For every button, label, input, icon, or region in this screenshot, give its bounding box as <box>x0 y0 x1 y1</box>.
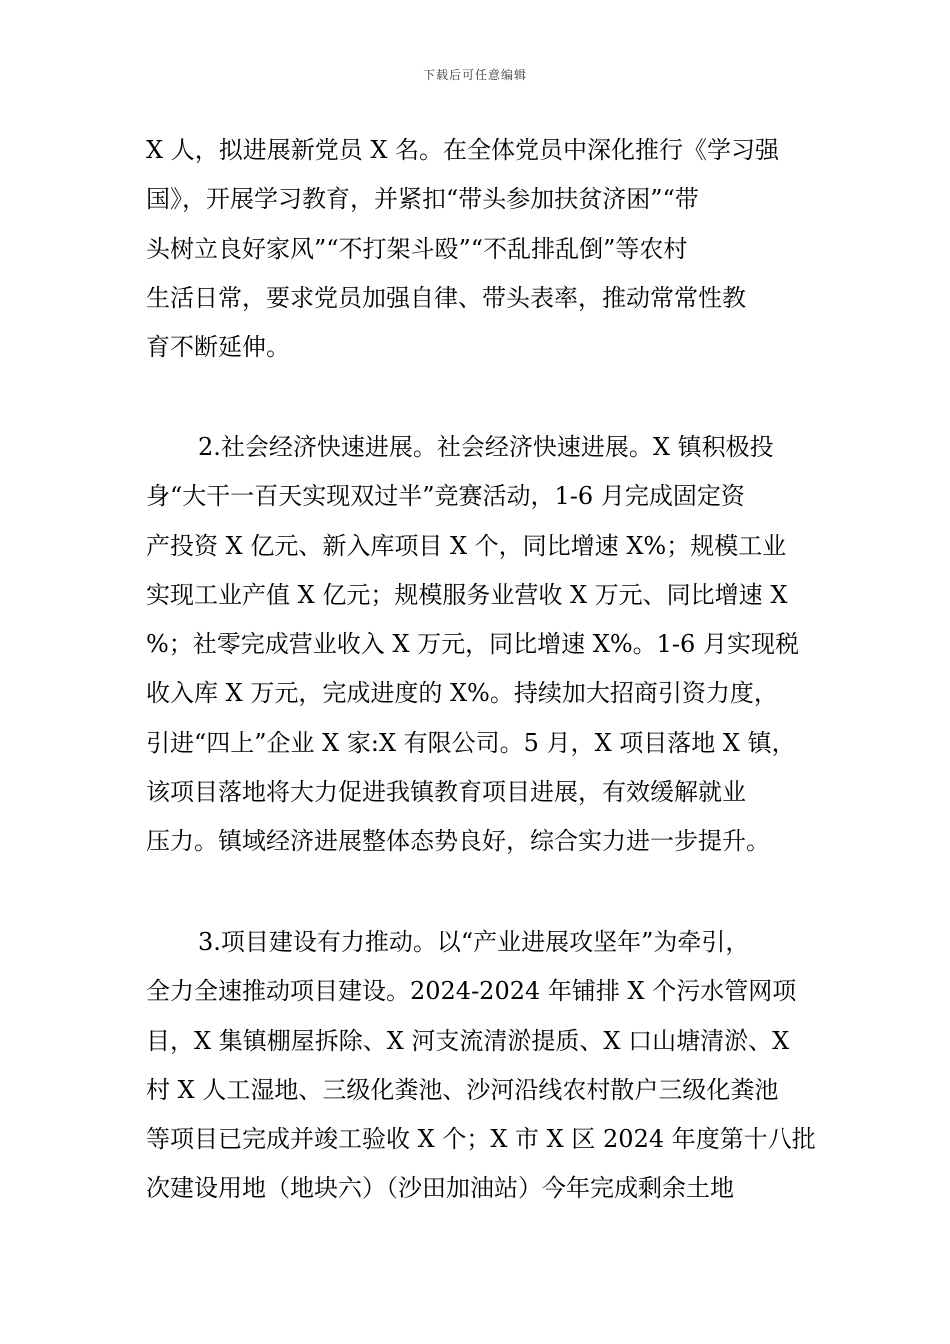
paragraph-line: 压力。镇域经济进展整体态势良好，综合实力进一步提升。 <box>146 827 770 856</box>
paragraph-line: 3.项目建设有力推动。以“产业进展攻坚年”为牵引， <box>198 928 750 956</box>
paragraph-line: 国》，开展学习教育，并紧扣“带头参加扶贫济困”“带 <box>146 185 699 214</box>
paragraph-line: 收入库 X 万元，完成进度的 X%。持续加大招商引资力度， <box>146 679 778 708</box>
paragraph-3 <box>146 918 816 1214</box>
paragraph-line: 次建设用地（地块六）（沙田加油站）今年完成剩余土地 <box>146 1174 734 1203</box>
paragraph-line: %；社零完成营业收入 X 万元，同比增速 X%。1-6 月实现税 <box>146 630 799 659</box>
paragraph-line: 生活日常，要求党员加强自律、带头表率，推动常常性教 <box>146 283 746 312</box>
paragraph-line: 引进“四上”企业 X 家:X 有限公司。5 月，X 项目落地 X 镇， <box>146 728 796 757</box>
paragraph-line: 全力全速推动项目建设。2024-2024 年铺排 X 个污水管网项 <box>146 977 797 1006</box>
paragraph-line: 身“大干一百天实现双过半”竞赛活动，1-6 月完成固定资 <box>146 482 745 511</box>
paragraph-line: 头树立良好家风”“不打架斗殴”“不乱排乱倒”等农村 <box>146 234 688 263</box>
paragraph-line: 实现工业产值 X 亿元；规模服务业营收 X 万元、同比增速 X <box>146 580 788 609</box>
paragraph-line: 目，X 集镇棚屋拆除、X 河支流清淤提质、X 口山塘清淤、X <box>146 1026 790 1055</box>
paragraph-line: 育不断延伸。 <box>146 333 290 362</box>
paragraph-line: 2.社会经济快速进展。社会经济快速进展。X 镇积极投 <box>198 433 774 461</box>
header-note: 下载后可任意编辑 <box>422 68 527 82</box>
paragraph-line: 产投资 X 亿元、新入库项目 X 个，同比增速 X%；规模工业 <box>146 531 787 560</box>
paragraph-line: 等项目已完成并竣工验收 X 个；X 市 X 区 2024 年度第十八批 <box>146 1125 816 1154</box>
paragraph-line: 村 X 人工湿地、三级化粪池、沙河沿线农村散户三级化粪池 <box>146 1075 779 1104</box>
paragraph-2 <box>146 423 816 867</box>
paragraph-line: 该项目落地将大力促进我镇教育项目进展，有效缓解就业 <box>146 778 746 807</box>
paragraph-1 <box>146 126 816 372</box>
paragraph-line: X 人，拟进展新党员 X 名。在全体党员中深化推行《学习强 <box>146 136 780 164</box>
